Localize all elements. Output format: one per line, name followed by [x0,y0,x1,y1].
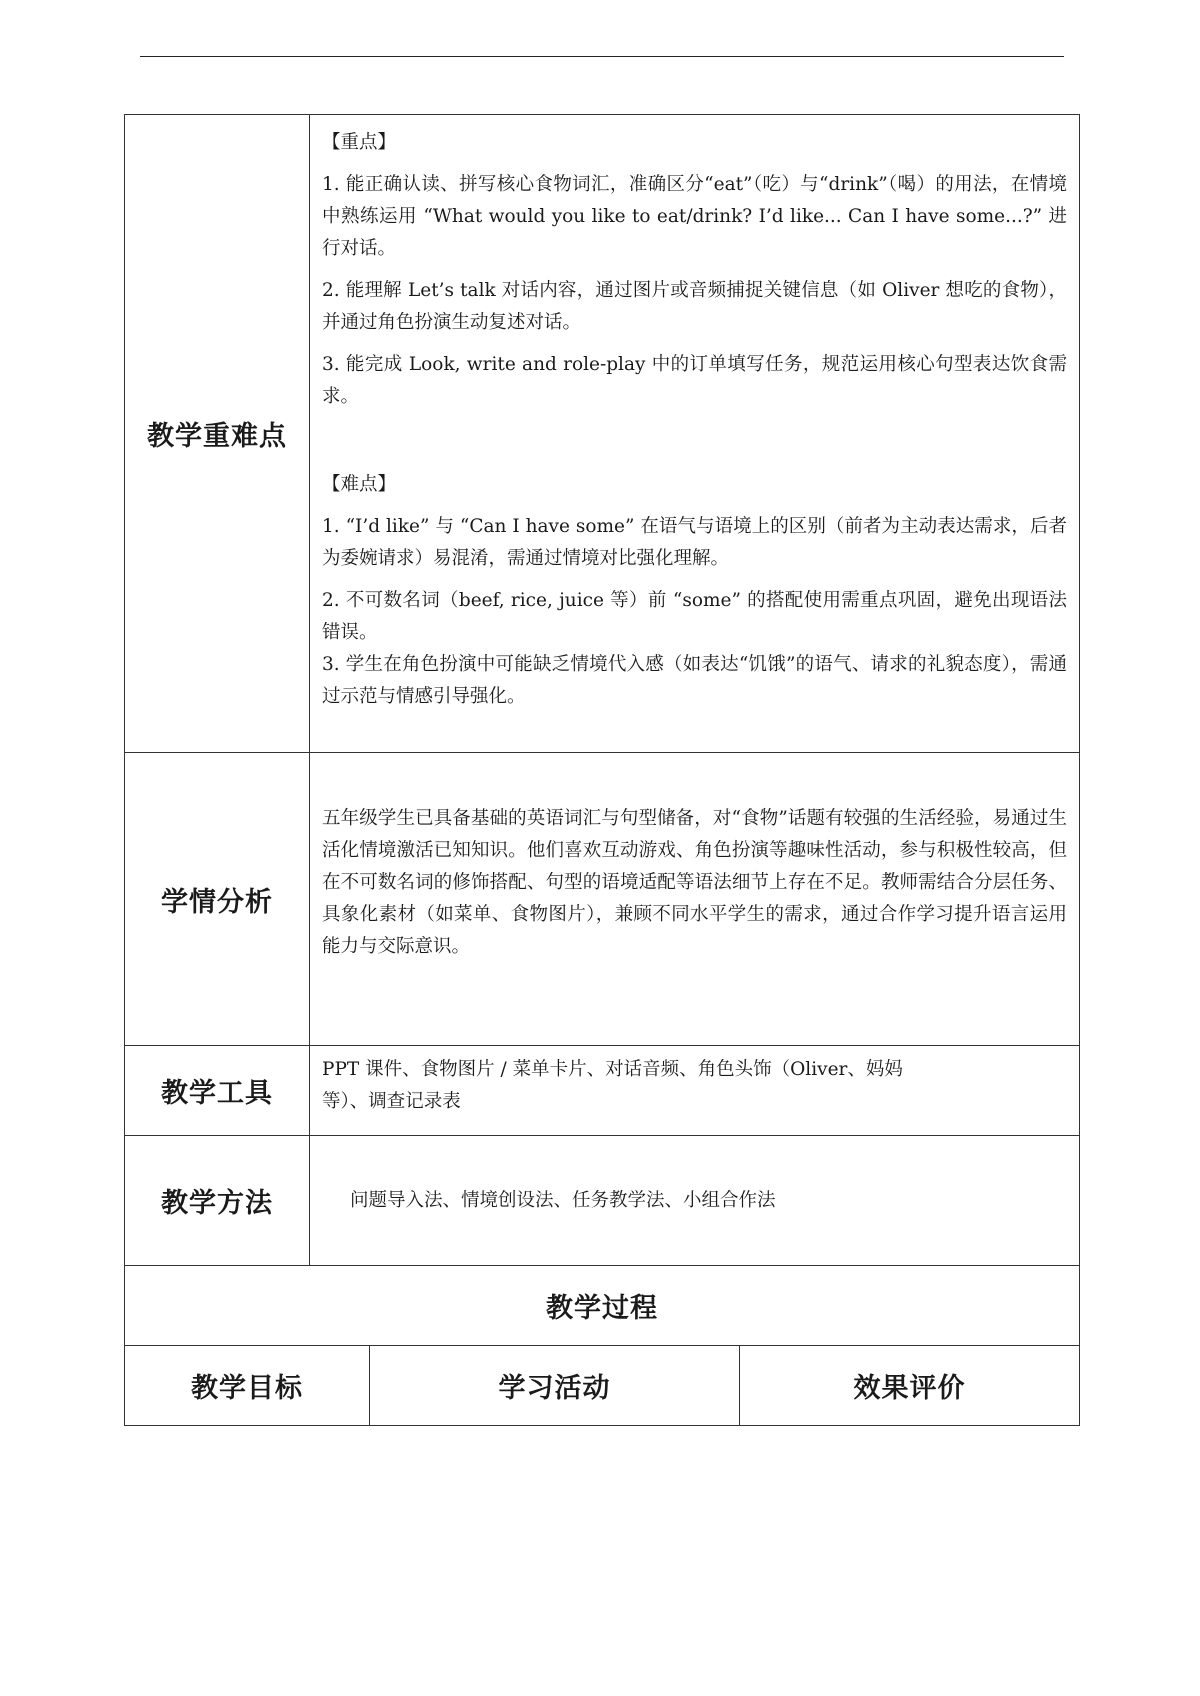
process-header-row [125,1346,1080,1426]
process-title: 教学过程 [125,1266,1080,1346]
key-points-row [125,115,1080,753]
learner-analysis-row [125,753,1080,1046]
focus-item: 2. 能理解 Let’s talk 对话内容，通过图片或音频捕捉关键信息（如 Oliver 想吃的食物），并通过角色扮演生动复述对话。 [322,280,1068,333]
lesson-plan-table [124,114,1080,1426]
header-rule [140,56,1064,57]
column-header-activity: 学习活动 [370,1346,740,1426]
tools-label: 教学工具 [125,1046,310,1136]
column-header-evaluation: 效果评价 [740,1346,1080,1426]
difficulty-heading: 【难点】 [322,474,397,495]
learner-analysis-label: 学情分析 [125,753,310,1046]
learner-analysis-text: 五年级学生已具备基础的英语词汇与句型储备，对“食物”话题有较强的生活经验，易通过生活化情境激活已知知识。他们喜欢互动游戏、角色扮演等趣味性活动，参与积极性较高，但在不可数名词的修饰搭配、句型的语境适配等语法细节上存在不足。教师需结合分层任务、具象化素材（如菜单、食物图片），兼顾不同水平学生的需求，通过合作学习提升语言运用能力与交际意识。 [310,753,1080,1046]
methods-label: 教学方法 [125,1136,310,1266]
difficulty-item: 3. 学生在角色扮演中可能缺乏情境代入感（如表达“饥饿”的语气、请求的礼貌态度），需通过示范与情感引导强化。 [322,654,1068,707]
methods-row [125,1136,1080,1266]
key-points-label: 教学重难点 [125,115,310,753]
focus-item: 1. 能正确认读、拼写核心食物词汇，准确区分“eat”（吃）与“drink”（喝）的用法，在情境中熟练运用 “What would you like to eat/drink? I’d like... Can I have some...?” 进行对话。 [322,174,1068,259]
tools-row [125,1046,1080,1136]
column-header-goal: 教学目标 [125,1346,370,1426]
difficulty-item: 2. 不可数名词（beef, rice, juice 等）前 “some” 的搭配使用需重点巩固，避免出现语法错误。 [322,590,1068,643]
process-title-row [125,1266,1080,1346]
tools-text: PPT 课件、食物图片 / 菜单卡片、对话音频、角色头饰（Oliver、妈妈等）、调查记录表 [310,1046,1080,1136]
difficulty-item: 1. “I’d like” 与 “Can I have some” 在语气与语境上的区别（前者为主动表达需求，后者为委婉请求）易混淆，需通过情境对比强化理解。 [322,516,1068,569]
key-points-content [310,115,1080,753]
focus-heading: 【重点】 [322,132,397,153]
focus-item: 3. 能完成 Look, write and role-play 中的订单填写任务，规范运用核心句型表达饮食需求。 [322,354,1068,407]
methods-text: 问题导入法、情境创设法、任务教学法、小组合作法 [310,1136,1080,1266]
